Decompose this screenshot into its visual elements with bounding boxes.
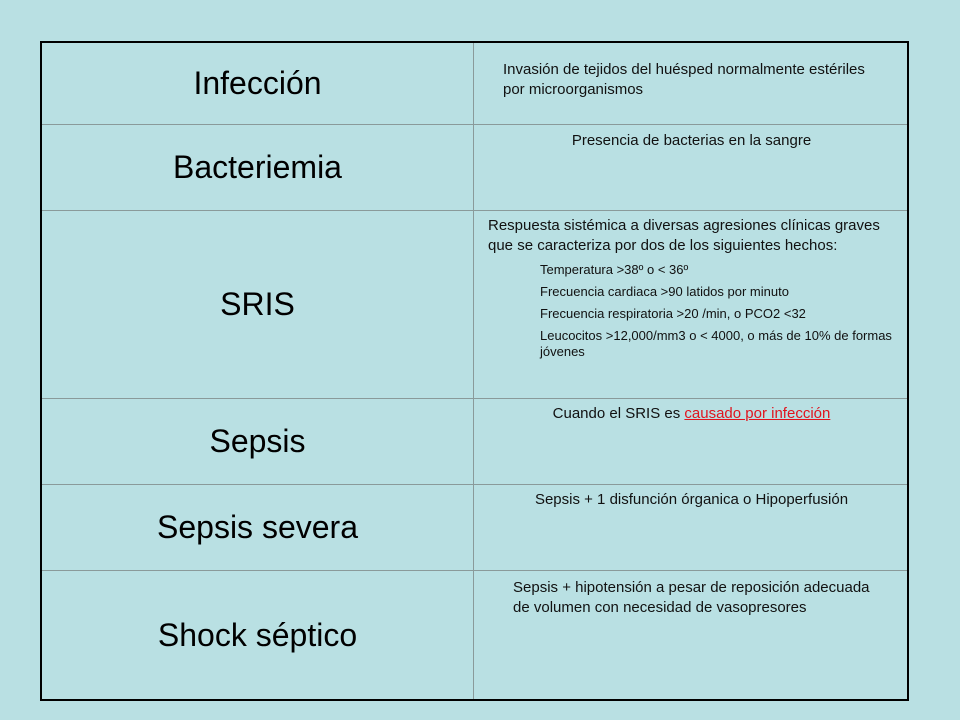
sris-criteria-list — [488, 262, 895, 360]
list-item: Leucocitos >12,000/mm3 o < 4000, o más de 10% de formas jóvenes — [540, 328, 892, 359]
definition-text: Invasión de tejidos del huésped normalmente estériles por microorganismos — [503, 61, 865, 98]
definition-text: Sepsis + hipotensión a pesar de reposición adecuada de volumen con necesidad de vasopresores — [513, 579, 870, 616]
table-row-sepsis — [42, 398, 907, 484]
definition-infeccion — [474, 43, 909, 124]
infection-highlight: causado por infección — [684, 405, 831, 422]
table-row-sris — [42, 210, 907, 398]
table-row-infeccion — [42, 43, 907, 124]
table-row-sepsis-severa — [42, 484, 907, 570]
table-row-shock-septico — [42, 570, 907, 699]
definition-bacteriemia — [474, 125, 909, 210]
definition-sepsis-severa — [474, 485, 909, 570]
definition-text: Respuesta sistémica a diversas agresiones clínicas graves que se caracteriza por dos de los siguientes hechos: — [488, 217, 880, 254]
term-sepsis: Sepsis — [209, 423, 306, 459]
list-item: Temperatura >38º o < 36º — [540, 262, 689, 277]
term-infeccion: Infección — [193, 65, 322, 101]
list-item: Frecuencia cardiaca >90 latidos por minuto — [540, 284, 789, 299]
list-item: Frecuencia respiratoria >20 /min, o PCO2 <32 — [540, 306, 806, 321]
term-bacteriemia: Bacteriemia — [173, 149, 342, 185]
definition-sepsis — [474, 399, 909, 484]
term-shock-septico: Shock séptico — [157, 616, 358, 653]
definition-shock-septico — [474, 571, 909, 699]
definitions-table — [40, 41, 909, 701]
term-sepsis-severa: Sepsis severa — [157, 509, 358, 545]
definition-text: Presencia de bacterias en la sangre — [571, 132, 812, 149]
definition-prefix: Cuando el SRIS es — [552, 405, 681, 422]
table-row-bacteriemia — [42, 124, 907, 210]
definition-text: Sepsis + 1 disfunción órganica o Hipoperfusión — [534, 491, 849, 508]
term-sris: SRIS — [220, 286, 295, 322]
definition-sris — [474, 211, 909, 398]
definition-text — [484, 404, 899, 424]
